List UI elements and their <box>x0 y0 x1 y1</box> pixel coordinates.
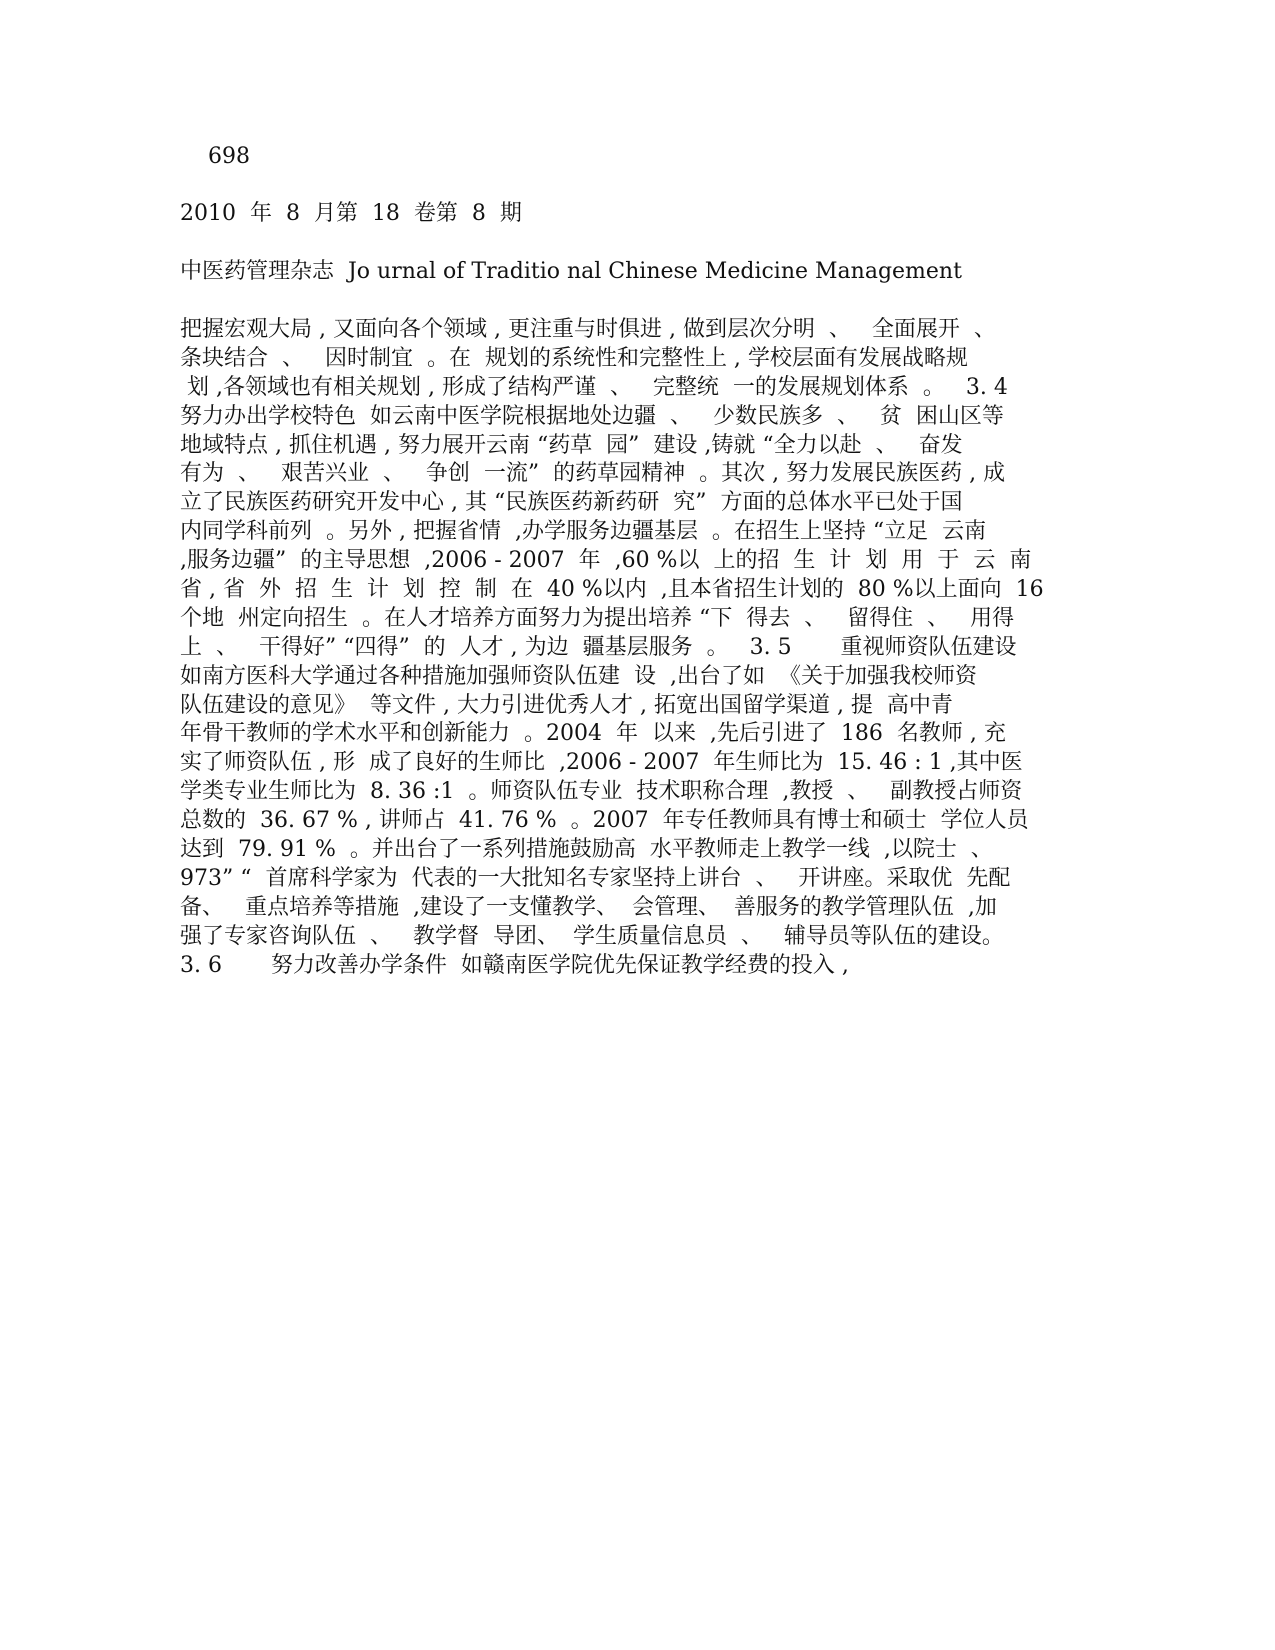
body-line: 内同学科前列 。另外 , 把握省情 ,办学服务边疆基层 。在招生上坚持 “立足 云南 <box>180 519 987 545</box>
body-line: 有为 、 艰苦兴业 、 争创 一流” 的药草园精神 。其次 , 努力发展民族医药 , 成 <box>180 461 1006 487</box>
body-line: 强了专家咨询队伍 、 教学督 导团、 学生质量信息员 、 辅导员等队伍的建设。 <box>180 923 1004 949</box>
body-line: 地域特点 , 抓住机遇 , 努力展开云南 “药草 园” 建设 ,铸就 “全力以赴 、 奋发 <box>180 432 963 458</box>
body-line: ,服务边疆” 的主导思想 ,2006 - 2007 年 ,60 %以 上的招 生 计 划 用 于 云 南 <box>180 548 1032 574</box>
body-line: 条块结合 、 因时制宜 。在 规划的系统性和完整性上 , 学校层面有发展战略规 <box>180 345 968 371</box>
body-line: 划 ,各领域也有相关规划 , 形成了结构严谨 、 完整统 一的发展规划体系 。 3. 4 <box>180 374 1008 400</box>
body-line: 省 , 省 外 招 生 计 划 控 制 在 40 %以内 ,且本省招生计划的 80 %以上面向 16 <box>180 577 1044 603</box>
issue-line: 2010 年 8 月第 18 卷第 8 期 <box>180 201 522 226</box>
body-line: 上 、 干得好” “四得” 的 人才 , 为边 疆基层服务 。 3. 5 重视师资队伍建设 <box>180 634 1017 660</box>
body-line: 总数的 36. 67 % , 讲师占 41. 76 % 。2007 年专任教师具有博士和硕士 学位人员 <box>180 808 1029 834</box>
body-line: 973” “ 首席科学家为 代表的一大批知名专家坚持上讲台 、 开讲座。采取优 先配 <box>180 865 1011 891</box>
body-line: 学类专业生师比为 8. 36 :1 。师资队伍专业 技术职称合理 ,教授 、 副教授占师资 <box>180 779 1023 805</box>
body-text <box>180 316 1080 980</box>
journal-title: 中医药管理杂志 Jo urnal of Traditio nal Chinese Medicine Management <box>180 259 962 284</box>
body-line: 个地 州定向招生 。在人才培养方面努力为提出培养 “下 得去 、 留得住 、 用得 <box>180 605 1015 631</box>
body-line: 努力办出学校特色 如云南中医学院根据地处边疆 、 少数民族多 、 贫 困山区等 <box>180 403 1004 429</box>
body-line: 如南方医科大学通过各种措施加强师资队伍建 设 ,出台了如 《关于加强我校师资 <box>180 663 977 689</box>
body-line: 年骨干教师的学术水平和创新能力 。2004 年 以来 ,先后引进了 186 名教师 , 充 <box>180 721 1006 747</box>
body-line: 实了师资队伍 , 形 成了良好的生师比 ,2006 - 2007 年生师比为 15. 46 : 1 ,其中医 <box>180 750 1023 776</box>
body-line: 队伍建设的意见》 等文件 , 大力引进优秀人才 , 拓宽出国留学渠道 , 提 高中青 <box>180 692 953 718</box>
body-line: 3. 6 努力改善办学条件 如赣南医学院优先保证教学经费的投入 , <box>180 952 849 978</box>
body-line: 达到 79. 91 % 。并出台了一系列措施鼓励高 水平教师走上教学一线 ,以院士 、 <box>180 837 993 863</box>
body-line: 备、 重点培养等措施 ,建设了一支懂教学、 会管理、 善服务的教学管理队伍 ,加 <box>180 894 997 920</box>
body-line: 立了民族医药研究开发中心 , 其 “民族医药新药研 究” 方面的总体水平已处于国 <box>180 490 963 516</box>
body-line: 把握宏观大局 , 又面向各个领域 , 更注重与时俱进 , 做到层次分明 、 全面展开 、 <box>180 317 996 342</box>
page-number: 698 <box>208 144 250 169</box>
